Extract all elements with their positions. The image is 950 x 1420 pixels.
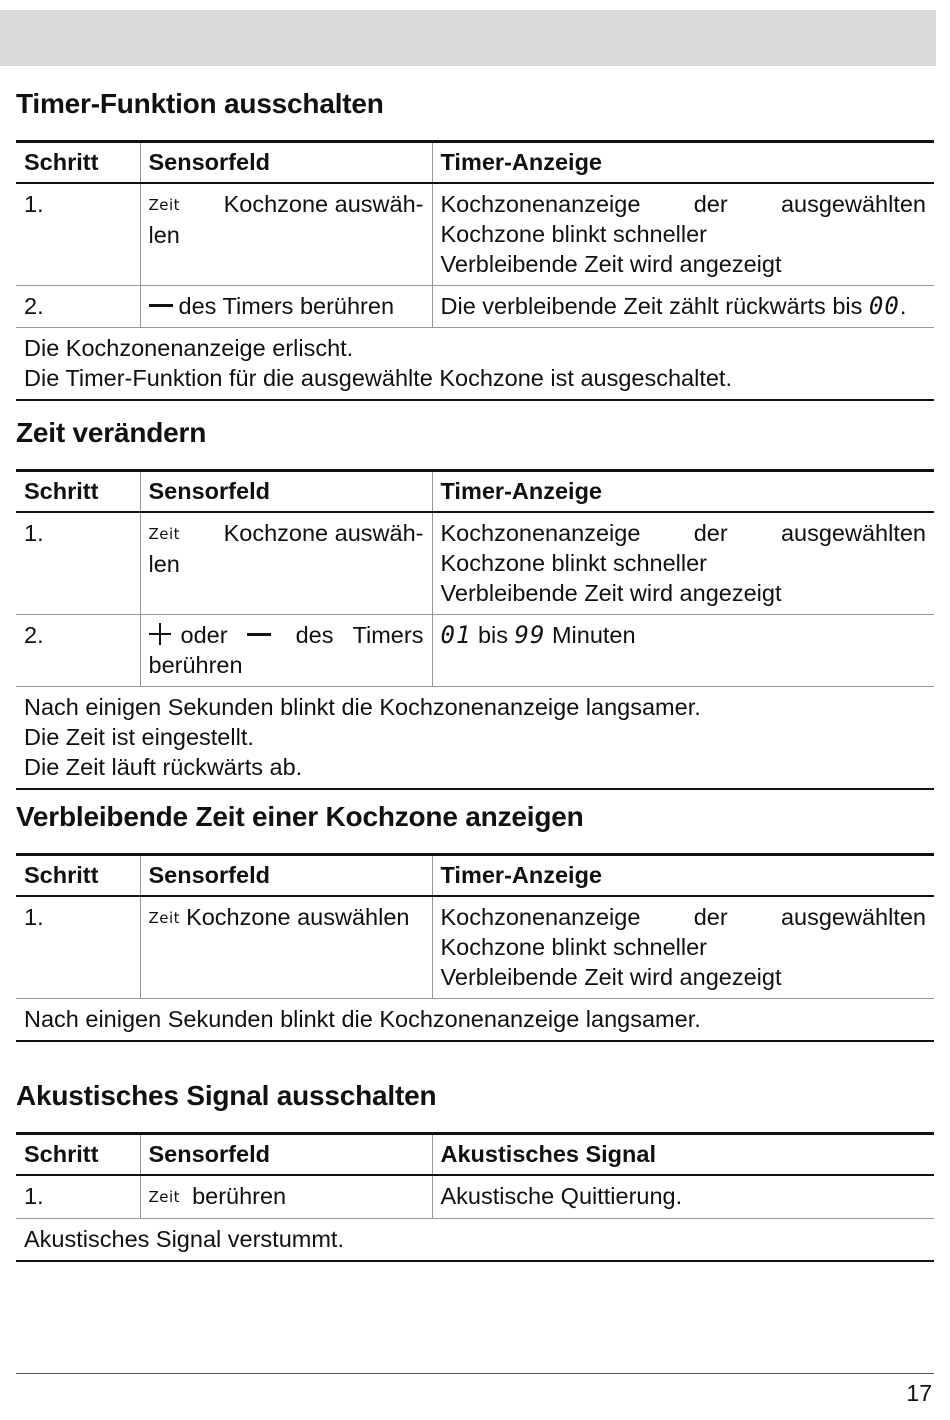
- display-cell: Kochzonenanzeige der ausgewählten Kochzone blinkt schneller Verbleibende Zeit wird angezeigt: [432, 512, 934, 615]
- steps-table: [16, 853, 934, 1042]
- section-title: Zeit verändern: [16, 417, 207, 448]
- segment-display-max: 99: [514, 621, 546, 649]
- header-sensor: Sensorfeld: [140, 855, 432, 897]
- section-timer-off: [16, 88, 934, 401]
- zeit-icon: Zeit: [148, 525, 181, 543]
- display-cell: Kochzonenanzeige der ausgewählten Kochzone blinkt schneller Verbleibende Zeit wird angezeigt: [432, 896, 934, 999]
- display-cell: Die verbleibende Zeit zählt rückwärts bis 00.: [432, 286, 934, 328]
- sensor-cell: Zeit berühren: [140, 1175, 432, 1219]
- note-row: [16, 687, 934, 790]
- header-step: Schritt: [16, 142, 140, 184]
- display-cell: Akustische Quittierung.: [432, 1175, 934, 1219]
- step-number: 2.: [16, 286, 140, 328]
- step-number: 2.: [16, 615, 140, 687]
- header-sensor: Sensorfeld: [140, 471, 432, 513]
- section-acoustic-off: [16, 1080, 934, 1262]
- steps-table: [16, 1132, 934, 1262]
- sensor-cell: Zeit Kochzone auswählen: [140, 896, 432, 999]
- note-row: [16, 328, 934, 401]
- zeit-icon: Zeit: [148, 909, 181, 927]
- step-number: 1.: [16, 1175, 140, 1219]
- section-show-remaining: [16, 801, 934, 1042]
- page-number: 17: [906, 1380, 932, 1406]
- note-cell: Nach einigen Sekunden blinkt die Kochzonenanzeige langsamer.: [16, 999, 934, 1042]
- plus-icon: [149, 623, 171, 645]
- segment-display-min: 01: [440, 621, 472, 649]
- header-timer: Timer-Anzeige: [432, 142, 934, 184]
- header-signal: Akustisches Signal: [432, 1134, 934, 1176]
- display-cell: Kochzonenanzeige der ausgewählten Kochzone blinkt schneller Verbleibende Zeit wird angezeigt: [432, 183, 934, 286]
- table-row: [16, 615, 934, 687]
- sensor-cell: des Timers berühren: [140, 286, 432, 328]
- table-header-row: [16, 471, 934, 513]
- table-row: [16, 896, 934, 999]
- zeit-icon: Zeit: [148, 196, 181, 214]
- section-title: Timer-Funktion ausschalten: [16, 88, 384, 119]
- note-cell: Nach einigen Sekunden blinkt die Kochzonenanzeige langsamer. Die Zeit ist eingestellt. Die Zeit läuft rückwärts ab.: [16, 687, 934, 790]
- section-title: Verbleibende Zeit einer Kochzone anzeigen: [16, 801, 584, 832]
- section-change-time: [16, 417, 934, 790]
- header-step: Schritt: [16, 471, 140, 513]
- note-cell: Die Kochzonenanzeige erlischt. Die Timer-Funktion für die ausgewählte Kochzone ist ausgeschaltet.: [16, 328, 934, 401]
- note-cell: Akustisches Signal verstummt.: [16, 1219, 934, 1262]
- step-number: 1.: [16, 512, 140, 615]
- table-header-row: [16, 855, 934, 897]
- step-number: 1.: [16, 896, 140, 999]
- note-row: [16, 999, 934, 1042]
- table-header-row: [16, 1134, 934, 1176]
- table-row: [16, 286, 934, 328]
- table-header-row: [16, 142, 934, 184]
- steps-table: [16, 140, 934, 401]
- header-sensor: Sensorfeld: [140, 1134, 432, 1176]
- sensor-cell: Zeit Kochzone auswäh- len: [140, 183, 432, 286]
- section-title: Akustisches Signal ausschalten: [16, 1080, 437, 1111]
- steps-table: [16, 469, 934, 790]
- header-bar: [0, 10, 936, 66]
- note-row: [16, 1219, 934, 1262]
- segment-display-value: 00: [868, 292, 900, 320]
- header-timer: Timer-Anzeige: [432, 471, 934, 513]
- minus-icon: [149, 304, 173, 307]
- table-row: [16, 1175, 934, 1219]
- header-timer: Timer-Anzeige: [432, 855, 934, 897]
- sensor-cell: oder des Timers berühren: [140, 615, 432, 687]
- table-row: [16, 512, 934, 615]
- header-step: Schritt: [16, 855, 140, 897]
- minus-icon: [247, 633, 271, 636]
- header-step: Schritt: [16, 1134, 140, 1176]
- footer-divider: [16, 1373, 934, 1374]
- header-sensor: Sensorfeld: [140, 142, 432, 184]
- step-number: 1.: [16, 183, 140, 286]
- table-row: [16, 183, 934, 286]
- sensor-cell: Zeit Kochzone auswäh- len: [140, 512, 432, 615]
- display-cell: 01 bis 99 Minuten: [432, 615, 934, 687]
- zeit-icon: Zeit: [148, 1188, 181, 1206]
